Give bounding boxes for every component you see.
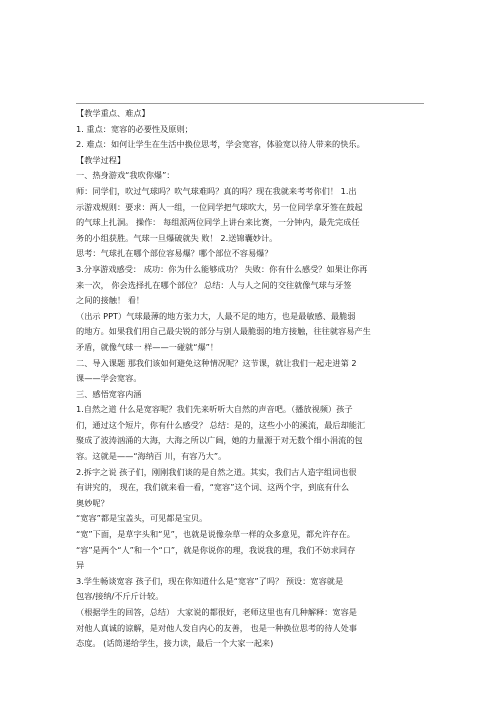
paragraph-line: 异 <box>76 560 85 571</box>
paragraph-line: 来一次， 你会选择扎在哪个部位？ 总结：人与人之间的交往就像气球与牙签 <box>76 279 352 290</box>
paragraph-line: 1.自然之道 什么是宽容呢？我们先来听听大自然的声音吧。（播放视频）孩子 <box>76 404 353 415</box>
paragraph-line: 的地方。如果我们用自己最尖锐的部分与别人最脆弱的地方接触，往往就容易产生 <box>76 326 371 337</box>
paragraph-line: 的气球上扎洞。 操作： 每组派两位同学上讲台来比赛，一分钟内，最先完成任 <box>76 217 360 228</box>
paragraph-line: “容”是两个“人”和一个“口”，就是你说你的理，我说我的理，我们不妨求同存 <box>76 544 356 555</box>
paragraph-line: 包容/接纳/不斤斤计较。 <box>76 591 164 602</box>
paragraph-line: （根据学生的回答，总结） 大家说的都很好，老师这里也有几种解释：宽容是 <box>76 607 357 617</box>
paragraph-line: 务的小组获胜。气球一旦爆破就失 败！ 2.送锦囊妙计。 <box>76 232 278 243</box>
paragraph-line: 矛盾，就像气球一 样——一碰就“爆”！ <box>76 341 219 352</box>
paragraph-line: （出示 PPT）气球最薄的地方张力大，人最不足的地方，也是最敏感、最脆弱 <box>76 310 356 321</box>
subsection-heading: 一、热身游戏“我吹你爆”： <box>76 170 175 181</box>
paragraph-line: 之间的接触！ 看！ <box>76 295 145 306</box>
section-heading: 【教学重点、难点】 <box>76 108 150 118</box>
paragraph-line: 容。这就是——“海纳百 川，有容乃大”。 <box>76 451 227 462</box>
paragraph-line: 对他人真诚的谅解，是对他人发自内心的友善， 也是一种换位思考的待人处事 <box>76 622 357 633</box>
paragraph-line: 2.拆字之说 孩子们，刚刚我们谈的是自然之道。其实，我们古人造字组词也很 <box>76 466 357 477</box>
paragraph-line: 态度。 (话筒递给学生，接力读，最后一个大家一起来) <box>76 638 274 649</box>
document-body <box>76 106 431 652</box>
difficulty-line: 2. 难点：如何让学生在生活中换位思考，学会宽容，体验宽以待人带来的快乐。 <box>76 139 365 150</box>
paragraph-line: 3.学生畅谈宽容 孩子们，现在你知道什么是“宽容”了吗？ 预设：宽容就是 <box>76 575 344 586</box>
section-heading: 【教学过程】 <box>76 154 126 165</box>
paragraph-line: “宽容”都是宝盖头，可见都是宝贝。 <box>76 513 208 524</box>
subsection-heading: 二、导入课题 那我们该如何避免这种情况呢？这节课，就让我们一起走进第 2 <box>76 357 357 368</box>
paragraph-line: 奥妙呢？ <box>76 497 109 508</box>
header-rule <box>76 103 424 104</box>
key-point-line: 1. 重点：宽容的必要性及原则； <box>76 123 193 134</box>
subsection-heading: 三、感悟宽容内涵 <box>76 388 142 399</box>
paragraph-line: 师：同学们，吹过气球吗？吹气球难吗？真的吗？现在我就来考考你们！ 1.出 <box>76 185 357 196</box>
paragraph-line: 们，通过这个短片，你有什么感受？ 总结：是的，这些小小的溪流，最后却能汇 <box>76 419 366 430</box>
paragraph-line: 聚成了波涛汹涌的大海，大海之所以广阔，她的力量源于对无数个细小涓流的包 <box>76 435 363 446</box>
paragraph-line: 思考：气球扎在哪个部位容易爆？哪个部位不容易爆？ <box>76 248 273 259</box>
paragraph-line: 3.分享游戏感受： 成功：你为什么能够成功？ 失败：你有什么感受？如果让你再 <box>76 263 368 274</box>
paragraph-line: 示游戏规则：要求：两人一组，一位同学把气球吹大，另一位同学拿牙签在鼓起 <box>76 201 363 212</box>
paragraph-line: 有讲究的， 现在，我们就来看一看，“宽容”这个词、这两个字，到底有什么 <box>76 482 350 493</box>
paragraph-line: 课——学会宽容。 <box>76 373 142 384</box>
paragraph-line: “宽”下面，是草字头和“见”，也就是说像杂草一样的众多意见，都允许存在。 <box>76 529 355 540</box>
